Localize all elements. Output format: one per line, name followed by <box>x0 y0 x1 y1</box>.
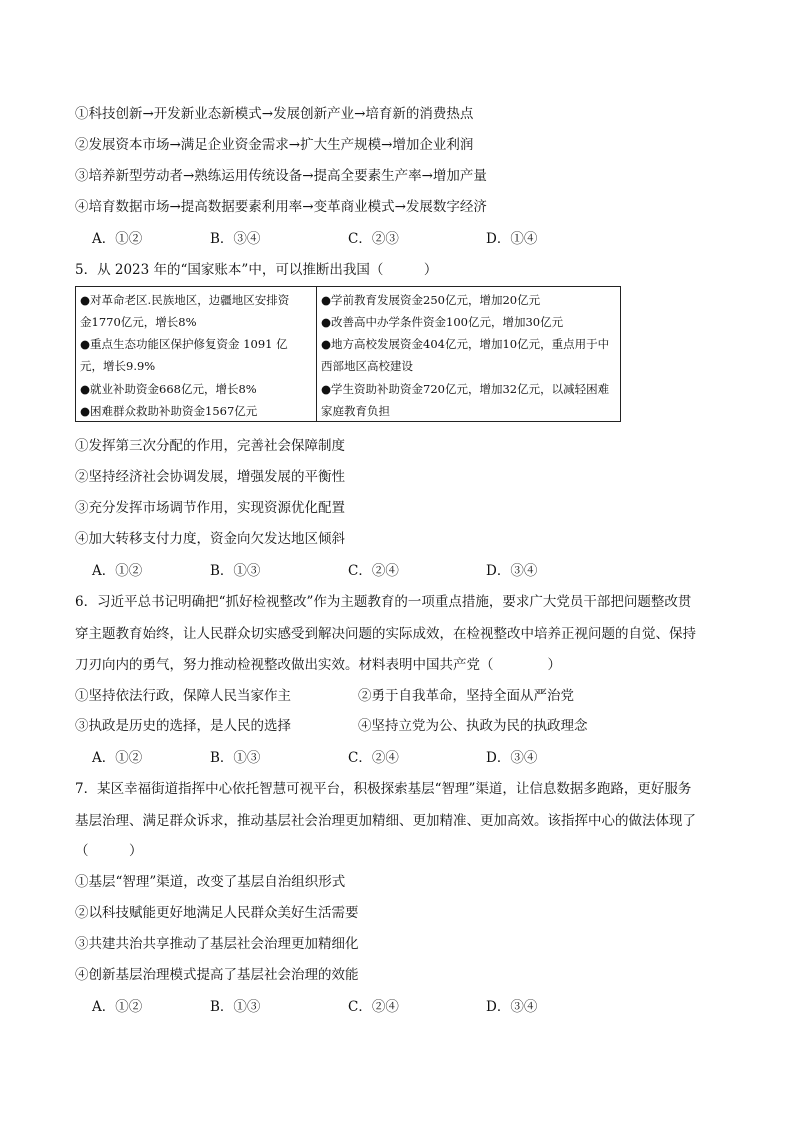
q6-stem-line-2: 穿主题教育始终，让人民群众切实感受到解决问题的实际成效，在检视整改中培养正视问题的自觉、保持 <box>75 626 696 642</box>
q5-option-a: A．①② <box>92 563 143 579</box>
q7-option-d: D．③④ <box>486 999 538 1015</box>
q4-statement-3: ③培养新型劳动者→熟练运用传统设备→提高全要素生产率→增加产量 <box>75 168 487 184</box>
q7-stem-line-2: 基层治理、满足群众诉求，推动基层社会治理更加精细、更加精准、更加高效。该指挥中心的做法体现了 <box>75 813 696 829</box>
q6-statement-1: ①坚持依法行政，保障人民当家作主 <box>75 688 291 704</box>
q5-option-b: B．①③ <box>210 563 261 579</box>
q4-option-d: D．①④ <box>486 231 538 247</box>
budget-left-line-4: 元，增长9.9% <box>80 359 156 373</box>
budget-right-line-6: 家庭教育负担 <box>321 404 390 418</box>
q6-option-b: B．①③ <box>210 750 261 766</box>
q7-option-c: C．②④ <box>348 999 399 1015</box>
q6-stem-line-3: 刀刃向内的勇气，努力推动检视整改做出实效。材料表明中国共产党（ ） <box>75 657 561 673</box>
budget-right-line-4: 西部地区高校建设 <box>321 359 413 373</box>
q7-option-a: A．①② <box>92 999 143 1015</box>
q4-option-a: A．①② <box>92 231 143 247</box>
q7-stem-line-1: 7．某区幸福街道指挥中心依托智慧可视平台，积极探索基层“智理”渠道，让信息数据多跑路，更好服务 <box>75 781 692 797</box>
q7-stem-line-3: （ ） <box>75 843 143 859</box>
budget-right-line-1: ●学前教育发展资金250亿元，增加20亿元 <box>321 293 541 307</box>
q4-statement-1: ①科技创新→开发新业态新模式→发展创新产业→培育新的消费热点 <box>75 106 474 122</box>
q6-option-c: C．②④ <box>348 750 399 766</box>
q5-statement-4: ④加大转移支付力度，资金向欠发达地区倾斜 <box>75 531 345 547</box>
q5-statement-1: ①发挥第三次分配的作用，完善社会保障制度 <box>75 438 345 454</box>
budget-table <box>75 286 621 422</box>
q6-option-d: D．③④ <box>486 750 538 766</box>
q5-statement-2: ②坚持经济社会协调发展，增强发展的平衡性 <box>75 469 345 485</box>
budget-right-line-3: ●地方高校发展资金404亿元，增加10亿元，重点用于中 <box>321 337 610 351</box>
q4-option-b: B．③④ <box>210 231 261 247</box>
q7-statement-3: ③共建共治共享推动了基层社会治理更加精细化 <box>75 936 359 952</box>
q6-statement-3: ③执政是历史的选择，是人民的选择 <box>75 718 291 734</box>
q6-stem-line-1: 6．习近平总书记明确把“抓好检视整改”作为主题教育的一项重点措施，要求广大党员干部把问题整改贯 <box>75 594 692 610</box>
q5-option-c: C．②④ <box>348 563 399 579</box>
q7-statement-1: ①基层“智理”渠道，改变了基层自治组织形式 <box>75 874 346 890</box>
budget-left-line-1: ●对革命老区.民族地区，边疆地区安排资 <box>80 293 290 307</box>
q6-option-a: A．①② <box>92 750 143 766</box>
q6-statement-4: ④坚持立党为公、执政为民的执政理念 <box>358 718 588 734</box>
budget-right-line-5: ●学生资助补助资金720亿元，增加32亿元，以减轻困难 <box>321 382 610 396</box>
q7-option-b: B．①③ <box>210 999 261 1015</box>
q7-statement-4: ④创新基层治理模式提高了基层社会治理的效能 <box>75 967 359 983</box>
q5-stem: 5．从 2023 年的“国家账本”中，可以推断出我国（ ） <box>75 262 438 278</box>
budget-left-line-2: 金1770亿元，增长8% <box>80 315 197 329</box>
q4-statement-4: ④培育数据市场→提高数据要素利用率→变革商业模式→发展数字经济 <box>75 199 487 215</box>
budget-left-line-5: ●就业补助资金668亿元，增长8% <box>80 382 257 396</box>
q4-option-c: C．②③ <box>348 231 399 247</box>
q6-statement-2: ②勇于自我革命，坚持全面从严治党 <box>358 688 574 704</box>
q7-statement-2: ②以科技赋能更好地满足人民群众美好生活需要 <box>75 905 359 921</box>
q4-statement-2: ②发展资本市场→满足企业资金需求→扩大生产规模→增加企业利润 <box>75 137 474 153</box>
budget-right-line-2: ●改善高中办学条件资金100亿元，增加30亿元 <box>321 315 564 329</box>
budget-table-right-column <box>317 287 620 421</box>
budget-left-line-6: ●困难群众救助补助资金1567亿元 <box>80 404 258 418</box>
budget-table-left-column <box>76 287 317 421</box>
q5-option-d: D．③④ <box>486 563 538 579</box>
q5-statement-3: ③充分发挥市场调节作用，实现资源优化配置 <box>75 500 345 516</box>
budget-left-line-3: ●重点生态功能区保护修复资金 1091 亿 <box>80 337 288 351</box>
